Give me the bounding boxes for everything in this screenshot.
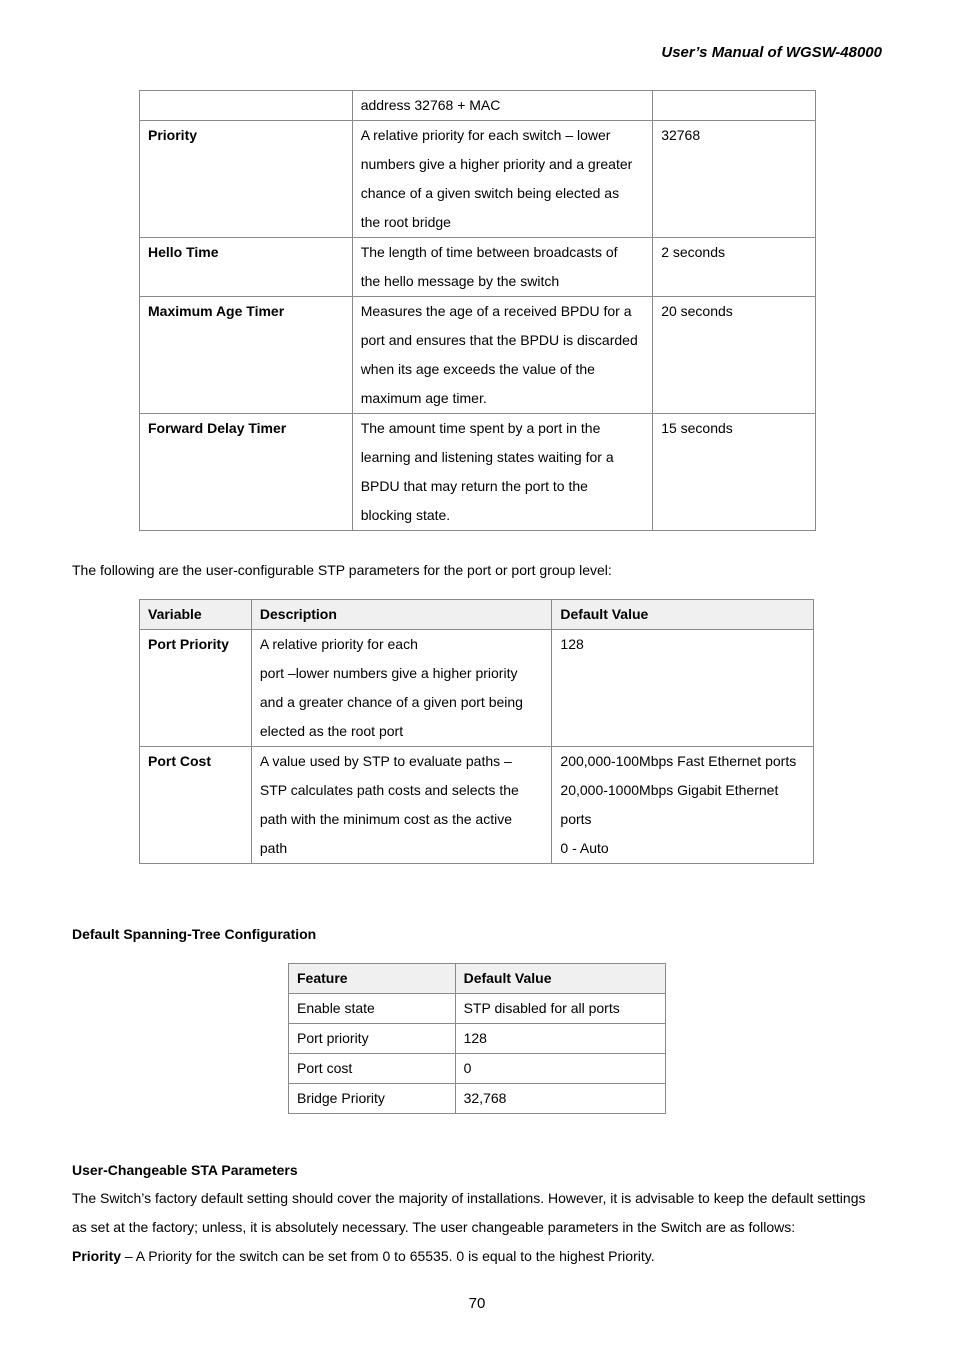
parameter-default — [552, 630, 814, 747]
parameter-default — [552, 747, 814, 864]
parameter-description — [352, 91, 653, 121]
priority-paragraph — [72, 1242, 655, 1271]
cell-line: 32768 — [661, 127, 701, 143]
cell-line: the hello message by the switch — [360, 273, 560, 289]
cell-line: maximum age timer. — [360, 390, 487, 406]
table-row — [140, 297, 816, 414]
default-value-cell: STP disabled for all ports — [455, 994, 665, 1024]
table-row — [289, 1024, 666, 1054]
parameter-description — [251, 630, 552, 747]
parameter-name: Port Cost — [140, 747, 252, 864]
feature-cell: Enable state — [289, 994, 456, 1024]
feature-cell: Bridge Priority — [289, 1084, 456, 1114]
cell-line: and a greater chance of a given port being — [259, 694, 523, 710]
cell-line: 2 seconds — [661, 244, 726, 260]
default-value-cell: 128 — [455, 1024, 665, 1054]
cell-line: A relative priority for each switch – lower — [360, 127, 611, 143]
cell-line: chance of a given switch being elected as — [360, 185, 620, 201]
section-heading-default-config: Default Spanning-Tree Configuration — [72, 926, 317, 942]
parameter-description — [352, 121, 653, 238]
cell-line: 200,000-100Mbps Fast Ethernet ports — [560, 753, 797, 769]
column-header: Feature — [289, 964, 456, 994]
cell-line: 128 — [560, 636, 584, 652]
cell-line: A relative priority for each — [259, 636, 418, 652]
cell-line: A value used by STP to evaluate paths – — [259, 753, 512, 769]
parameter-name — [140, 91, 353, 121]
manual-header-title: User’s Manual of WGSW-48000 — [661, 44, 882, 61]
parameter-default — [653, 91, 816, 121]
paragraph-line: as set at the factory; unless, it is absolutely necessary. The user changeable parameters in the Switch are as follows: — [72, 1219, 796, 1235]
cell-line: 0 - Auto — [560, 840, 609, 856]
parameter-name: Hello Time — [140, 238, 353, 297]
table-row — [140, 238, 816, 297]
parameter-default — [653, 414, 816, 531]
cell-line: elected as the root port — [259, 723, 404, 739]
column-header: Variable — [140, 600, 252, 630]
default-value-cell: 32,768 — [455, 1084, 665, 1114]
parameter-name: Priority — [140, 121, 353, 238]
parameter-description — [352, 414, 653, 531]
default-config-table — [288, 963, 666, 1114]
parameter-default — [653, 238, 816, 297]
cell-line: address 32768 + MAC — [360, 97, 501, 113]
table-header-row — [289, 964, 666, 994]
table-row — [140, 747, 814, 864]
parameter-description — [352, 238, 653, 297]
column-header: Default Value — [552, 600, 814, 630]
cell-line: ports — [560, 811, 592, 827]
column-header: Default Value — [455, 964, 665, 994]
bridge-parameters-table — [139, 90, 816, 531]
cell-line: 20 seconds — [661, 303, 733, 319]
parameter-default — [653, 297, 816, 414]
cell-line: port –lower numbers give a higher priority — [259, 665, 518, 681]
default-value-cell: 0 — [455, 1054, 665, 1084]
table-row — [140, 630, 814, 747]
cell-line: blocking state. — [360, 507, 451, 523]
column-header: Description — [251, 600, 552, 630]
cell-line: STP calculates path costs and selects the — [259, 782, 519, 798]
cell-line: port and ensures that the BPDU is discarded — [360, 332, 638, 348]
feature-cell: Port priority — [289, 1024, 456, 1054]
feature-cell: Port cost — [289, 1054, 456, 1084]
cell-line: 20,000-1000Mbps Gigabit Ethernet — [560, 782, 779, 798]
cell-line: when its age exceeds the value of the — [360, 361, 595, 377]
cell-line: The length of time between broadcasts of — [360, 244, 618, 260]
cell-line: BPDU that may return the port to the — [360, 478, 588, 494]
cell-line: path — [259, 840, 288, 856]
table-row — [140, 121, 816, 238]
table-row — [140, 91, 816, 121]
paragraph-line: The Switch’s factory default setting should cover the majority of installations. However, it is advisable to keep the default settings — [72, 1190, 866, 1206]
port-parameters-table — [139, 599, 814, 864]
parameter-description — [352, 297, 653, 414]
cell-line: learning and listening states waiting for a — [360, 449, 614, 465]
cell-line: Measures the age of a received BPDU for a — [360, 303, 632, 319]
page-number: 70 — [468, 1295, 486, 1312]
cell-line: numbers give a higher priority and a greater — [360, 156, 633, 172]
priority-term: Priority — [72, 1248, 122, 1264]
port-parameters-intro: The following are the user-configurable STP parameters for the port or port group level: — [72, 562, 612, 578]
parameter-default — [653, 121, 816, 238]
cell-line: the root bridge — [360, 214, 451, 230]
cell-line: The amount time spent by a port in the — [360, 420, 601, 436]
table-header-row — [140, 600, 814, 630]
cell-line: path with the minimum cost as the active — [259, 811, 512, 827]
parameter-description — [251, 747, 552, 864]
parameter-name: Port Priority — [140, 630, 252, 747]
table-row — [140, 414, 816, 531]
parameter-name: Maximum Age Timer — [140, 297, 353, 414]
section-heading-user-changeable: User-Changeable STA Parameters — [72, 1162, 298, 1178]
table-row — [289, 1084, 666, 1114]
priority-description: – A Priority for the switch can be set from 0 to 65535. 0 is equal to the highest Priority. — [121, 1248, 655, 1264]
cell-line: 15 seconds — [661, 420, 733, 436]
parameter-name: Forward Delay Timer — [140, 414, 353, 531]
table-row — [289, 994, 666, 1024]
table-row — [289, 1054, 666, 1084]
